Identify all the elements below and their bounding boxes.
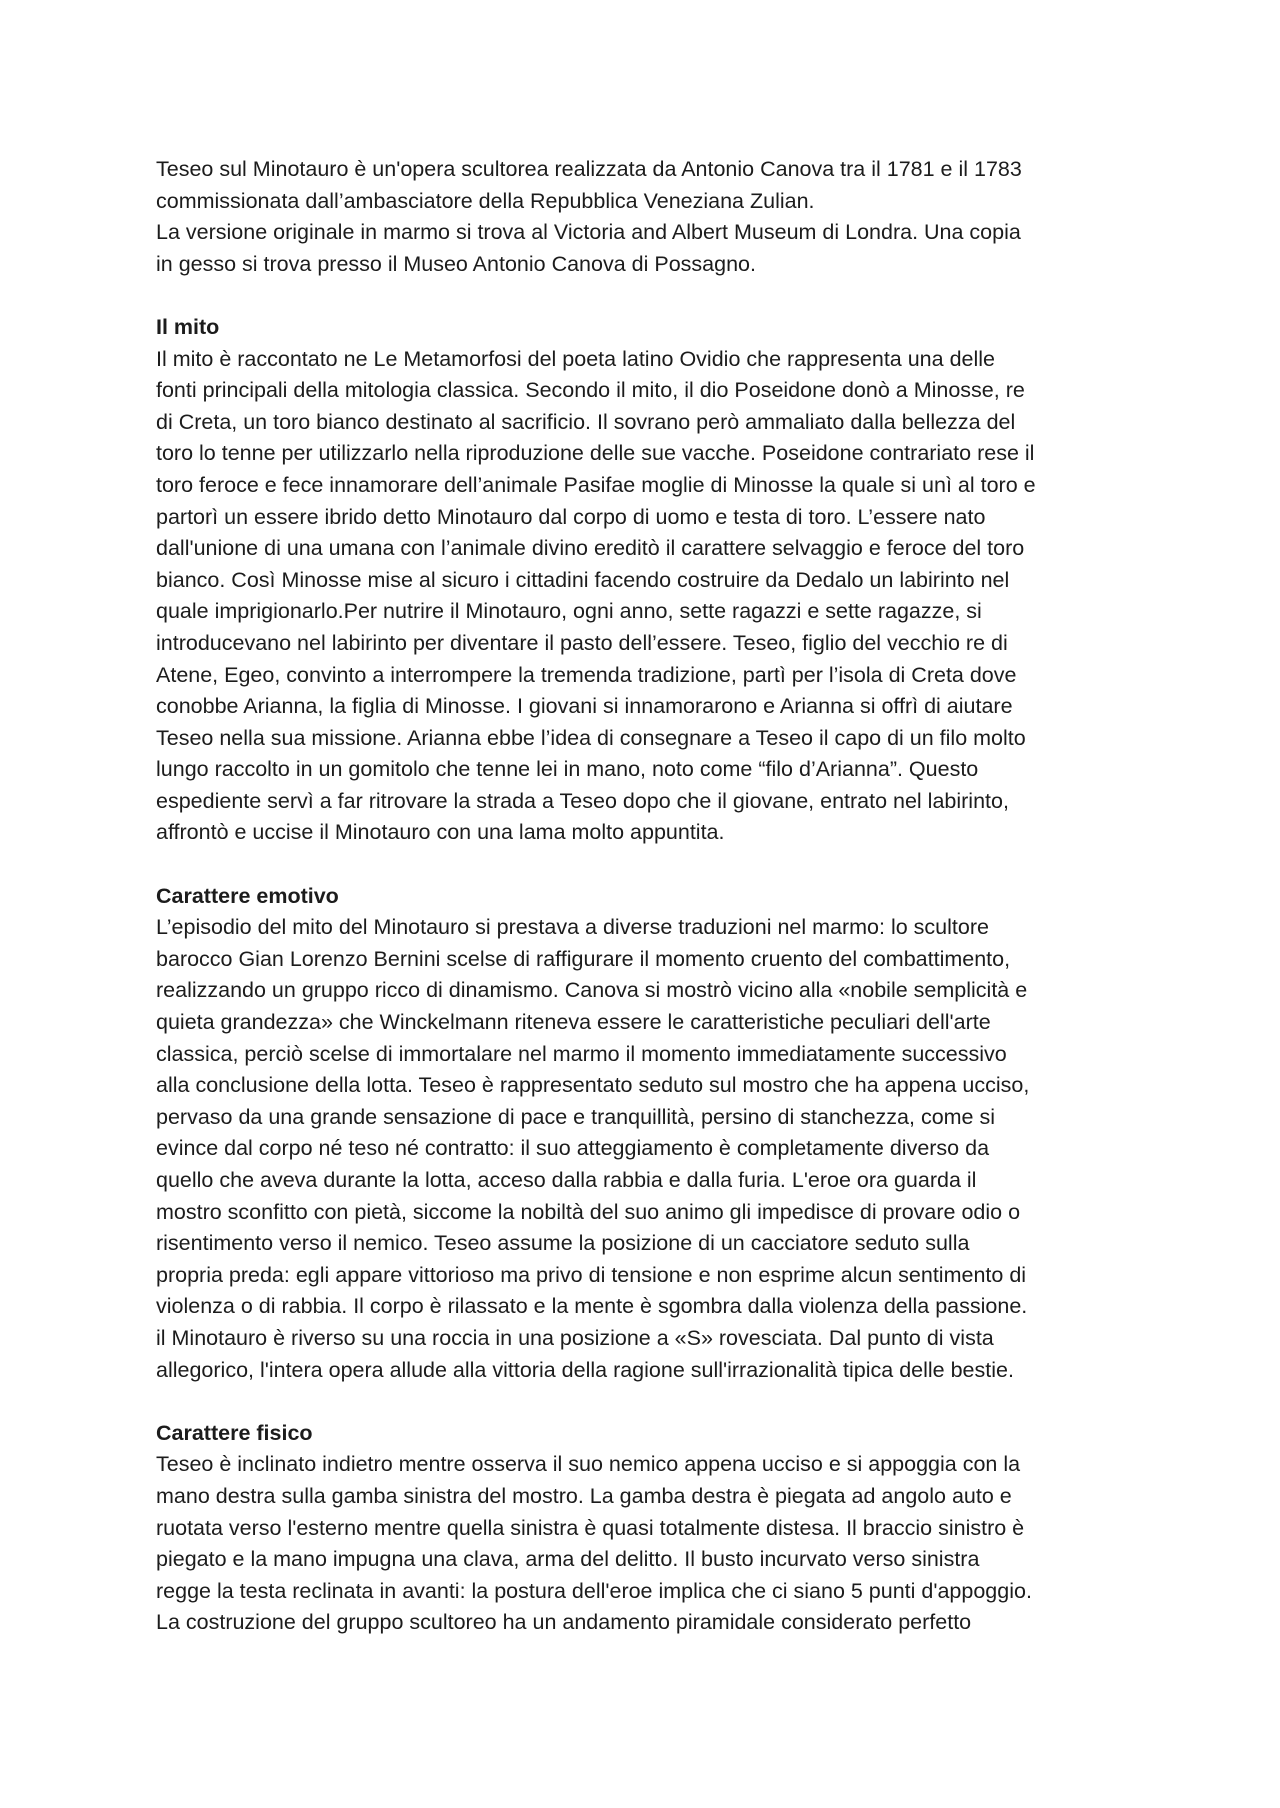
section-heading: Carattere fisico xyxy=(156,1420,313,1445)
section-carattere-fisico xyxy=(156,1418,1136,1639)
section-heading: Il mito xyxy=(156,314,220,339)
section-body: L’episodio del mito del Minotauro si prestava a diverse traduzioni nel marmo: lo scultore barocco Gian Lorenzo Bernini scelse di raffigurare il momento cruento del combattimento, realizzando un gruppo ricco di dinamismo. Canova si mostrò vicino alla «nobile semplicità e quieta grandezza» che Winckelmann riteneva essere le caratteristiche peculiari dell'arte classica, perciò scelse di immortalare nel marmo il momento immediatamente successivo alla conclusione della lotta. Teseo è rappresentato seduto sul mostro che ha appena ucciso, pervaso da una grande sensazione di pace e tranquillità, persino di stanchezza, come si evince dal corpo né teso né contratto: il suo atteggiamento è completamente diverso da quello che aveva durante la lotta, acceso dalla rabbia e dalla furia. L'eroe ora guarda il mostro sconfitto con pietà, siccome la nobiltà del suo animo gli impedisce di provare odio o risentimento verso il nemico. Teseo assume la posizione di un cacciatore seduto sulla propria preda: egli appare vittorioso ma privo di tensione e non esprime alcun sentimento di violenza o di rabbia. Il corpo è rilassato e la mente è sgombra dalla violenza della passione. il Minotauro è riverso su una roccia in una posizione a «S» rovesciata. Dal punto di vista allegorico, l'intera opera allude alla vittoria della ragione sull'irrazionalità tipica delle bestie. xyxy=(156,915,1030,1382)
paragraph-spacer xyxy=(156,1386,1136,1418)
intro-paragraph: La versione originale in marmo si trova al Victoria and Albert Museum di Londra. Una copia in gesso si trova presso il Museo Antonio Canova di Possagno. xyxy=(156,220,1021,276)
section-carattere-emotivo xyxy=(156,881,1136,1387)
paragraph-spacer xyxy=(156,280,1136,312)
section-heading: Carattere emotivo xyxy=(156,883,339,908)
section-body: Il mito è raccontato ne Le Metamorfosi del poeta latino Ovidio che rappresenta una delle fonti principali della mitologia classica. Secondo il mito, il dio Poseidone donò a Minosse, re di Creta, un toro bianco destinato al sacrificio. Il sovrano però ammaliato dalla bellezza del toro lo tenne per utilizzarlo nella riproduzione delle sue vacche. Poseidone contrariato rese il toro feroce e fece innamorare dell’animale Pasifae moglie di Minosse la quale si unì al toro e partorì un essere ibrido detto Minotauro dal corpo di uomo e testa di toro. L’essere nato dall'unione di una umana con l’animale divino ereditò il carattere selvaggio e feroce del toro bianco. Così Minosse mise al sicuro i cittadini facendo costruire da Dedalo un labirinto nel quale imprigionarlo.Per nutrire il Minotauro, ogni anno, sette ragazzi e sette ragazze, si introducevano nel labirinto per diventare il pasto dell’essere. Teseo, figlio del vecchio re di Atene, Egeo, convinto a interrompere la tremenda tradizione, partì per l’isola di Creta dove conobbe Arianna, la figlia di Minosse. I giovani si innamorarono e Arianna si offrì di aiutare Teseo nella sua missione. Arianna ebbe l’idea di consegnare a Teseo il capo di un filo molto lungo raccolto in un gomitolo che tenne lei in mano, noto come “filo d’Arianna”. Questo espediente servì a far ritrovare la strada a Teseo dopo che il giovane, entrato nel labirinto, affrontò e uccise il Minotauro con una lama molto appuntita. xyxy=(156,346,1036,845)
document-body xyxy=(156,154,1136,1639)
section-il-mito xyxy=(156,312,1136,849)
paragraph-spacer xyxy=(156,849,1136,881)
intro-paragraph: Teseo sul Minotauro è un'opera scultorea realizzata da Antonio Canova tra il 1781 e il 1783 commissionata dall’ambasciatore della Repubblica Veneziana Zulian. xyxy=(156,157,1022,213)
section-body: Teseo è inclinato indietro mentre osserva il suo nemico appena ucciso e si appoggia con la mano destra sulla gamba sinistra del mostro. La gamba destra è piegata ad angolo auto e ruotata verso l'esterno mentre quella sinistra è quasi totalmente distesa. Il braccio sinistro è piegato e la mano impugna una clava, arma del delitto. Il busto incurvato verso sinistra regge la testa reclinata in avanti: la postura dell'eroe implica che ci siano 5 punti d'appoggio. La costruzione del gruppo scultoreo ha un andamento piramidale considerato perfetto xyxy=(156,1452,1032,1635)
